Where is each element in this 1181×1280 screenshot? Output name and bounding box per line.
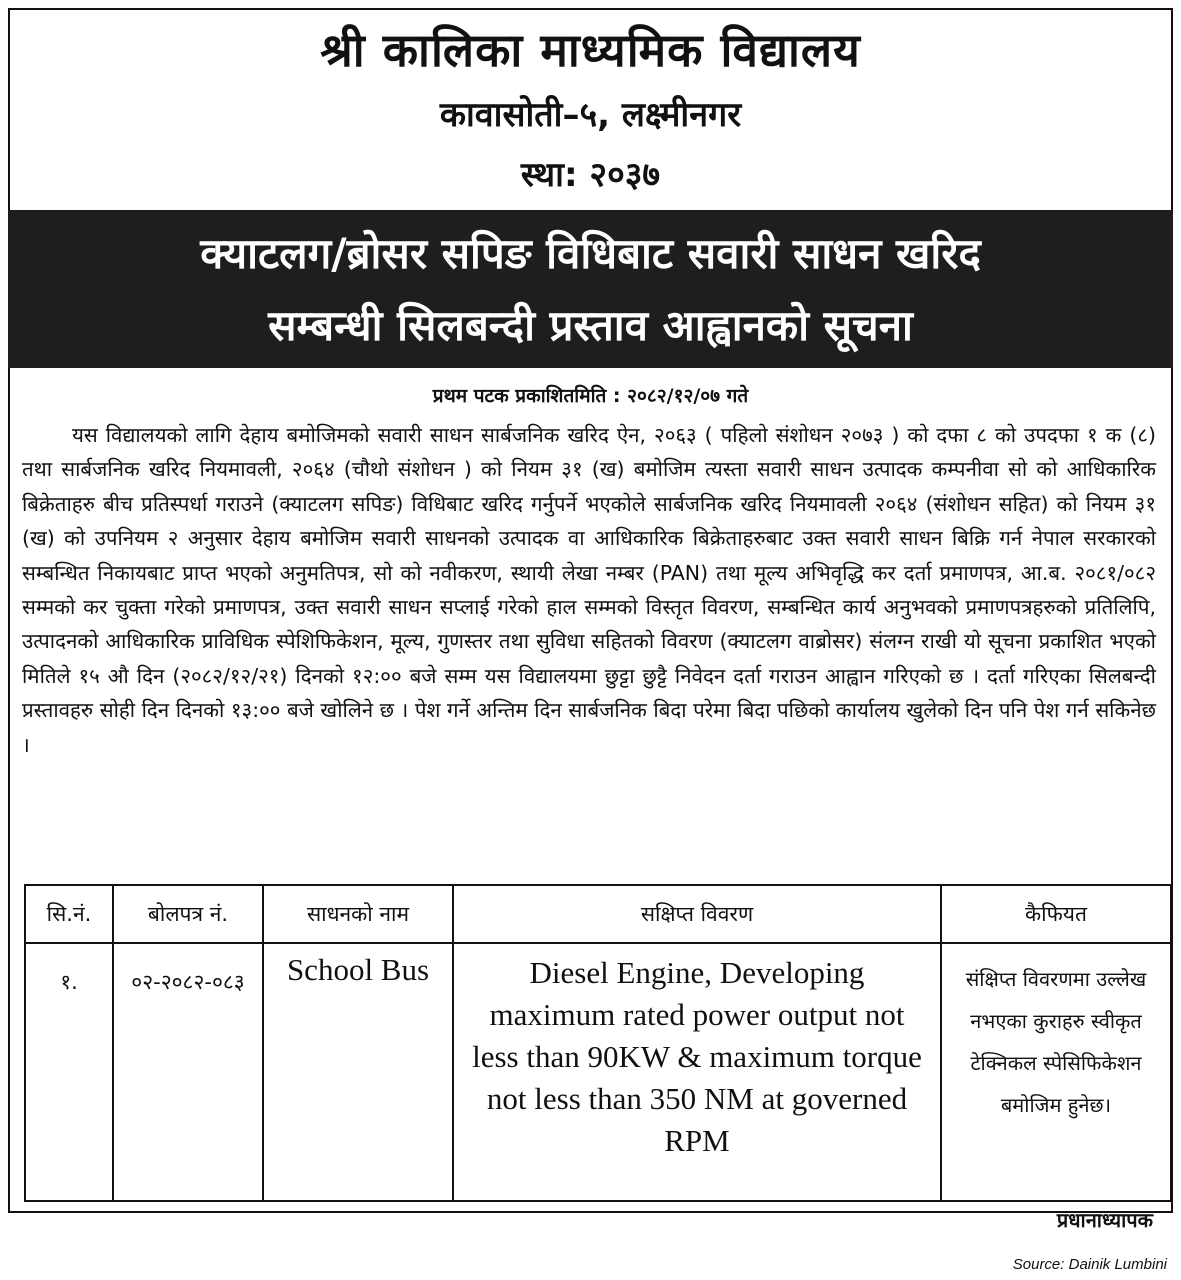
cell-vehicle-name: School Bus bbox=[263, 943, 453, 1201]
established-year: स्था: २०३७ bbox=[520, 155, 661, 195]
principal-signature: प्रधानाध्यापक bbox=[1056, 1208, 1153, 1232]
notice-title-line-2: सम्बन्धी सिलबन्दी प्रस्ताव आह्वानको सूचना bbox=[268, 301, 913, 350]
notice-title-banner bbox=[8, 210, 1173, 368]
source-credit: Source: Dainik Lumbini bbox=[1012, 1256, 1167, 1273]
cell-bid-no: ०२-२०८२-०८३ bbox=[113, 943, 263, 1201]
publication-date: प्रथम पटक प्रकाशितमिति : २०८२/१२/०७ गते bbox=[432, 385, 749, 407]
notice-title-line-1: क्याटलग/ब्रोसर सपिङ विधिबाट सवारी साधन खरिद bbox=[200, 229, 981, 278]
notice-body: यस विद्यालयको लागि देहाय बमोजिमको सवारी साधन सार्बजनिक खरिद ऐन, २०६३ ( पहिलो संशोधन २०७३ ) को दफा ८ को उपदफा १ क (८) तथा सार्बजनिक खरिद नियमावली, २०६४ (चौथो संशोधन ) को नियम ३१ (ख) बमोजिम त्यस्ता सवारी साधन उत्पादक कम्पनीवा सो को आधिकारिक बिक्रेताहरु बीच प्रतिस्पर्धा गराउने (क्याटलग सपिङ) विधिबाट खरिद गर्नुपर्ने भएकोले सार्बजनिक खरिद नियमावली २०६४ (संशोधन सहित) को नियम ३१ (ख) को उपनियम २ अनुसार देहाय बमोजिम सवारी साधनको उत्पादक वा आधिकारिक बिक्रेताहरुबाट उक्त सवारी साधन बिक्रि गर्न नेपाल सरकारको सम्बन्धित निकायबाट प्राप्त भएको अनुमतिपत्र, सो को नवीकरण, स्थायी लेखा नम्बर (PAN) तथा मूल्य अभिवृद्धि कर दर्ता प्रमाणपत्र, आ.ब. २०८१/०८२ सम्मको कर चुक्ता गरेको प्रमाणपत्र, उक्त सवारी साधन सप्लाई गरेको हाल सम्मको विस्तृत विवरण, सम्बन्धित कार्य अनुभवको प्रमाणपत्रहरुको प्रतिलिपि, उत्पादनको आधिकारिक प्राविधिक स्पेशिफिकेशन, मूल्य, गुणस्तर तथा सुविधा सहितको विवरण (क्याटलग वाब्रोसर) संलग्न राखी यो सूचना प्रकाशित भएको मितिले १५ औ दिन (२०८२/१२/२१) दिनको १२:०० बजे सम्म यस विद्यालयमा छुट्टा छुट्टै निवेदन दर्ता गराउन आह्वान गरिएको छ । दर्ता गरिएका सिलबन्दी प्रस्तावहरु सोही दिन दिनको १३:०० बजे खोलिने छ । पेश गर्ने अन्तिम दिन सार्बजनिक बिदा परेमा बिदा पछिको कार्यालय खुलेको दिन पनि पेश गर्न सकिनेछ । bbox=[22, 423, 1156, 757]
school-name: श्री कालिका माध्यमिक विद्यालय bbox=[320, 23, 861, 77]
col-header-remarks: कैफियत bbox=[941, 885, 1171, 943]
cell-description: Diesel Engine, Developing maximum rated power output not less than 90KW & maximum torque not less than 350 NM at governed RPM bbox=[453, 943, 941, 1201]
table-header-row bbox=[25, 885, 1171, 943]
col-header-name: साधनको नाम bbox=[263, 885, 453, 943]
table-row bbox=[25, 943, 1171, 1201]
cell-remarks: संक्षिप्त विवरणमा उल्लेख नभएका कुराहरु स्वीकृत टेक्निकल स्पेसिफिकेशन बमोजिम हुनेछ। bbox=[941, 943, 1171, 1201]
cell-sn: १. bbox=[25, 943, 113, 1201]
col-header-bid-no: बोलपत्र नं. bbox=[113, 885, 263, 943]
col-header-sn: सि.नं. bbox=[25, 885, 113, 943]
col-header-description: सक्षिप्त विवरण bbox=[453, 885, 941, 943]
school-address: कावासोती–५, लक्ष्मीनगर bbox=[439, 95, 742, 135]
procurement-table bbox=[24, 884, 1172, 1202]
